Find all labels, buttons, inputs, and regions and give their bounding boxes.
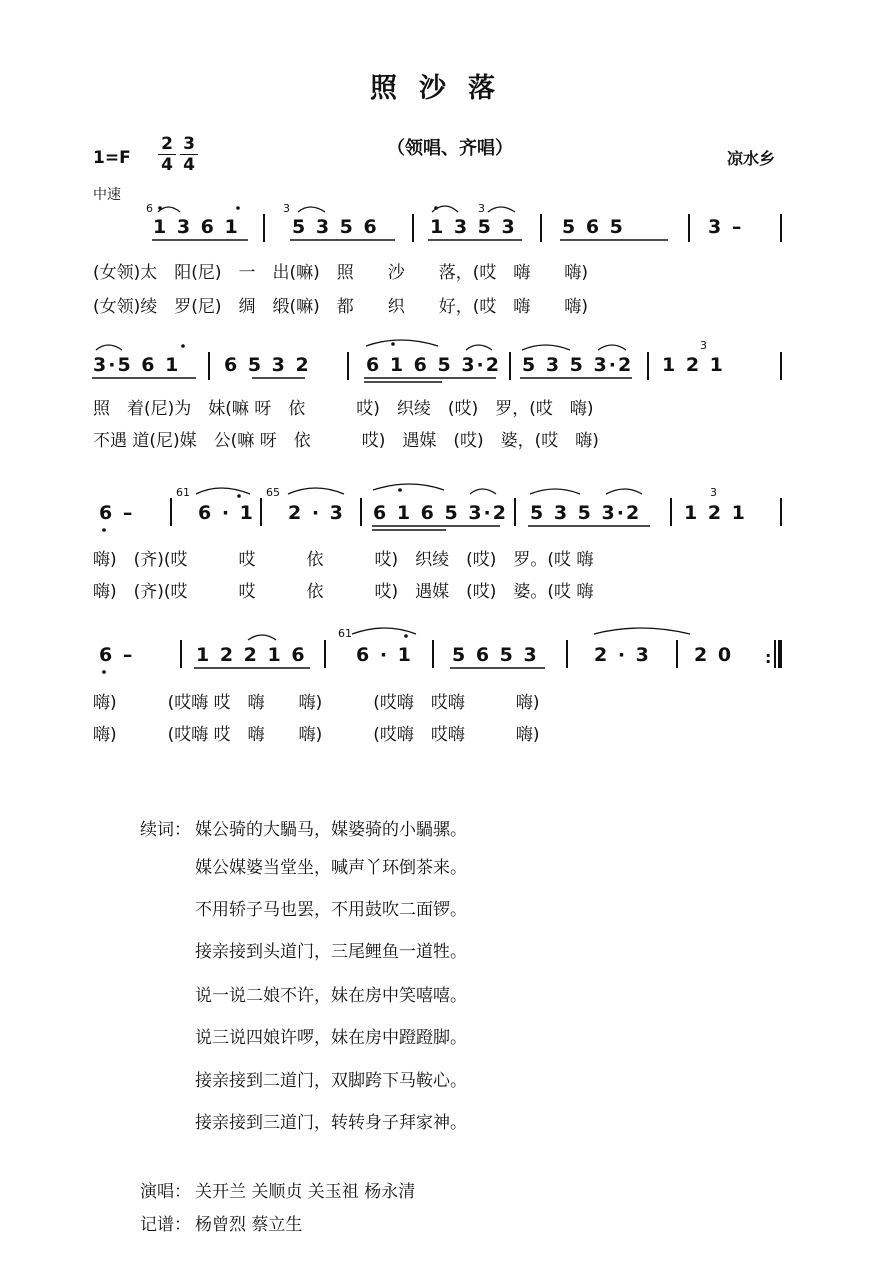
slur — [488, 207, 515, 212]
slur — [470, 489, 496, 494]
lyric-line: 嗨) (齐)(哎 哎 依 哎) 织绫 (哎) 罗。(哎 嗨 — [93, 550, 594, 570]
singers-label: 演唱： — [140, 1182, 191, 1202]
octave-dot — [398, 488, 402, 492]
measure: 5 6 5 — [562, 216, 625, 238]
measure: 6 – — [99, 644, 135, 666]
lyric-line: 嗨) (齐)(哎 哎 依 哎) 遇媒 (哎) 婆。(哎 嗨 — [93, 582, 594, 602]
measure: 3·5 6 1 — [93, 354, 181, 376]
measure: 5 3 5 3·2 — [522, 354, 634, 376]
slur — [288, 488, 344, 494]
grace-note: 61 — [176, 486, 190, 499]
slur — [606, 489, 642, 494]
measure: 2 · 3 — [594, 644, 651, 666]
measure: 6 · 1 — [356, 644, 413, 666]
slur — [598, 345, 626, 350]
slur — [352, 628, 416, 634]
slur — [594, 628, 690, 634]
transcribers: 杨曾烈 蔡立生 — [195, 1215, 303, 1235]
slur — [466, 345, 492, 350]
verse-line: 接亲接到二道门，双脚跨下马鞍心。 — [195, 1071, 467, 1091]
key-signature: 1=F — [93, 148, 131, 168]
measure: 1 2 1 — [684, 502, 747, 524]
measure: 1 2 1 — [662, 354, 725, 376]
lyric-line: (女领)太 阳(尼) 一 出(嘛) 照 沙 落，(哎 嗨 嗨) — [93, 263, 589, 283]
octave-dot — [236, 206, 240, 210]
verse-line: 接亲接到三道门，转转身子拜家神。 — [195, 1113, 467, 1133]
lyric-line: (女领)绫 罗(尼) 绸 缎(嘛) 都 织 好，(哎 嗨 嗨) — [93, 297, 589, 317]
measure: 1 3 5 3 — [430, 216, 517, 238]
performance-mode: （领唱、齐唱） — [387, 138, 513, 159]
grace-note: 61 — [338, 627, 352, 640]
slur — [196, 488, 250, 494]
measure: 6 1 6 5 3·2 — [366, 354, 501, 376]
octave-dot — [181, 344, 185, 348]
continued-lyrics-label: 续词： — [140, 820, 191, 840]
octave-dot — [102, 670, 106, 674]
repeat-dots: : — [765, 648, 772, 667]
grace-note: 3 — [700, 339, 707, 352]
verse-line: 说一说二娘不许，妹在房中笑嘻嘻。 — [195, 986, 467, 1006]
slur — [373, 484, 444, 490]
beams — [92, 240, 668, 668]
time-signature-top: 2 — [161, 134, 173, 154]
measure: 2 · 3 — [288, 502, 345, 524]
grace-note: 6 — [146, 202, 153, 215]
octave-dots — [102, 206, 438, 674]
verse-line: 媒公媒婆当堂坐，喊声丫环倒茶来。 — [195, 858, 467, 878]
octave-dot — [158, 206, 162, 210]
measure: 5 3 5 3·2 — [530, 502, 642, 524]
slur — [96, 345, 122, 350]
octave-dot — [391, 342, 395, 346]
slur — [248, 635, 276, 640]
time-signature-bottom: 4 — [161, 155, 173, 175]
grace-note: 3 — [478, 202, 485, 215]
lyric-line: 嗨) (哎嗨 哎 嗨 嗨) (哎嗨 哎嗨 嗨) — [93, 725, 540, 745]
octave-dot — [434, 206, 438, 210]
slur — [366, 340, 438, 346]
measure: 6 1 6 5 3·2 — [373, 502, 508, 524]
measure: 1 3 6 1 — [153, 216, 240, 238]
grace-note: 65 — [266, 486, 280, 499]
verse-line: 媒公骑的大騧马，媒婆骑的小騧骡。 — [195, 820, 467, 840]
lyric-line: 不遇 道(尼)媒 公(嘛 呀 依 哎) 遇媒 (哎) 婆，(哎 嗨) — [93, 431, 599, 451]
measure: 5 3 5 6 — [292, 216, 379, 238]
lyric-line: 嗨) (哎嗨 哎 嗨 嗨) (哎嗨 哎嗨 嗨) — [93, 693, 540, 713]
grace-note: 3 — [710, 486, 717, 499]
singers: 关开兰 关顺贞 关玉祖 杨永清 — [195, 1182, 416, 1202]
measure: 2 0 — [694, 644, 734, 666]
time-signature-bottom: 4 — [183, 155, 195, 175]
song-title: 照沙落 — [370, 73, 517, 104]
transcriber-label: 记谱： — [140, 1215, 191, 1235]
slurs — [96, 206, 690, 640]
time-signature-top: 3 — [183, 134, 195, 154]
lyric-line: 照 着(尼)为 妹(嘛 呀 依 哎) 织绫 (哎) 罗，(哎 嗨) — [93, 399, 594, 419]
grace-note: 3 — [283, 202, 290, 215]
measure: 6 – — [99, 502, 135, 524]
octave-dot — [102, 528, 106, 532]
slur — [298, 207, 325, 212]
octave-dot — [404, 634, 408, 638]
tempo-marking: 中速 — [93, 187, 121, 203]
song-origin: 凉水乡 — [727, 149, 776, 168]
slur — [530, 489, 580, 494]
verse-line: 不用轿子马也罢，不用鼓吹二面锣。 — [195, 900, 467, 920]
verse-line: 说三说四娘许啰，妹在房中蹬蹬脚。 — [195, 1028, 467, 1048]
slur — [522, 345, 570, 350]
measure: 5 6 5 3 — [452, 644, 539, 666]
measure: 1 2 2 1 6 — [196, 644, 307, 666]
measure: 3 – — [708, 216, 744, 238]
measure: 6 5 3 2 — [224, 354, 311, 376]
measure: 6 · 1 — [198, 502, 255, 524]
verse-line: 接亲接到头道门，三尾鲤鱼一道牲。 — [195, 942, 467, 962]
octave-dot — [237, 494, 241, 498]
